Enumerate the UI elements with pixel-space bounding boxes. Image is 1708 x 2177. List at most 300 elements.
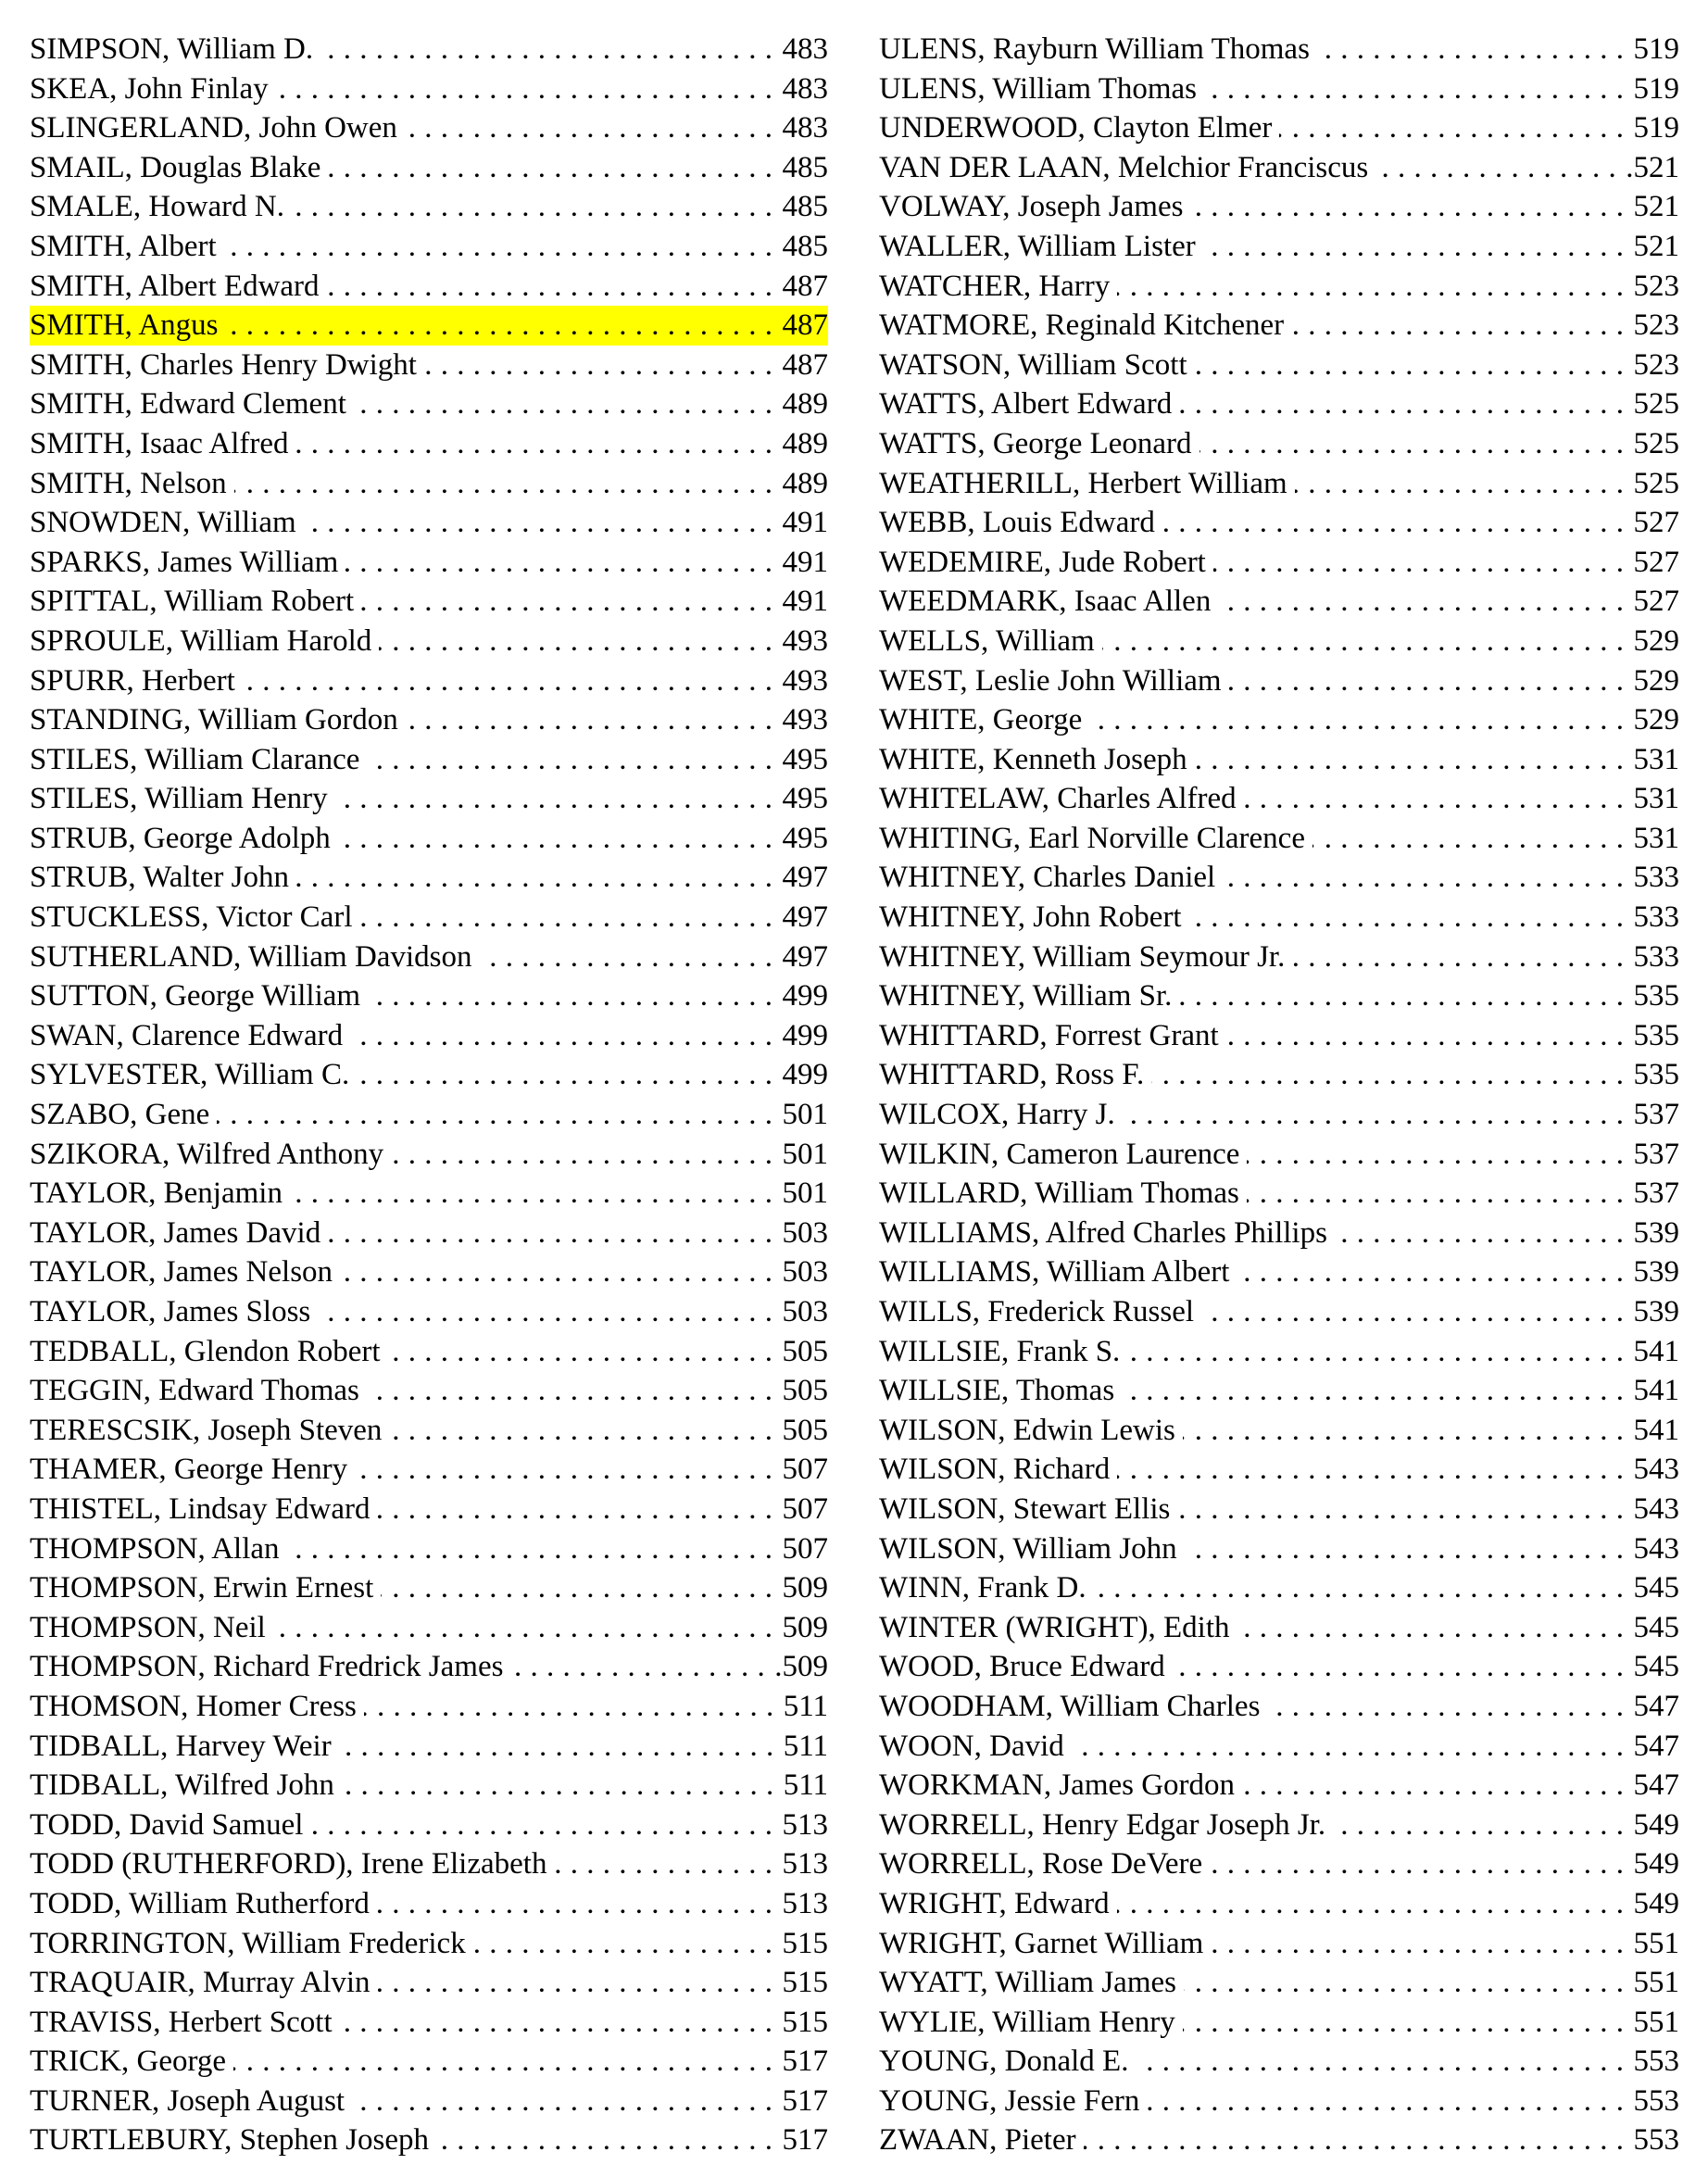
entry-page-number: 525 (1625, 464, 1680, 504)
dot-leader (292, 187, 773, 227)
entry-name: WHITING, Earl Norville Clarence (879, 819, 1312, 859)
entry-page-number: 503 (773, 1252, 829, 1292)
entry-name: WILLARD, William Thomas (879, 1174, 1247, 1214)
entry-name: TERESCSIK, Joseph Steven (30, 1411, 389, 1451)
entry-name: STILES, William Clarance (30, 740, 367, 780)
entry-name: TAYLOR, James Nelson (30, 1252, 340, 1292)
index-entry (30, 1647, 828, 1687)
index-entry (879, 740, 1679, 780)
entry-name: WHITNEY, John Robert (879, 898, 1189, 937)
entry-name: SMALE, Howard N. (30, 187, 292, 227)
entry-name: STANDING, William Gordon (30, 700, 406, 740)
entry-name: WHITE, George (879, 700, 1089, 740)
entry-name: YOUNG, Jessie Fern (879, 2082, 1147, 2121)
dot-leader (1189, 898, 1625, 937)
dot-leader (233, 2042, 772, 2082)
entry-name: WEDEMIRE, Jude Robert (879, 543, 1213, 583)
dot-leader (350, 1016, 772, 1056)
entry-page-number: 519 (1625, 30, 1680, 69)
entry-name: WORKMAN, James Gordon (879, 1766, 1242, 1806)
index-entry (879, 700, 1679, 740)
dot-leader (339, 1727, 774, 1767)
dot-leader (1213, 543, 1625, 583)
entry-name: WHITTARD, Ross F. (879, 1055, 1151, 1095)
entry-page-number: 501 (773, 1135, 829, 1175)
index-entry (30, 1727, 828, 1767)
index-entry (30, 1884, 828, 1924)
dot-leader (1179, 384, 1624, 424)
entry-page-number: 517 (773, 2042, 829, 2082)
dot-leader (1335, 1214, 1625, 1253)
entry-page-number: 483 (773, 69, 829, 109)
entry-name: WILCOX, Harry J. (879, 1095, 1123, 1135)
entry-page-number: 513 (773, 1806, 829, 1845)
entry-name: WYLIE, William Henry (879, 2003, 1183, 2043)
entry-page-number: 539 (1625, 1292, 1680, 1332)
entry-name: SPARKS, James William (30, 543, 345, 583)
entry-name: TRAQUAIR, Murray Alvin (30, 1963, 378, 2003)
dot-leader (554, 1844, 772, 1884)
dot-leader (1072, 1727, 1625, 1767)
index-entry (879, 1095, 1679, 1135)
entry-page-number: 513 (773, 1844, 829, 1884)
index-entry (879, 424, 1679, 464)
entry-page-number: 513 (773, 1884, 829, 1924)
index-entry (30, 976, 828, 1016)
dot-leader (296, 424, 773, 464)
dot-leader (1229, 661, 1625, 701)
entry-page-number: 535 (1625, 1016, 1680, 1056)
entry-page-number: 537 (1625, 1135, 1680, 1175)
entry-page-number: 519 (1625, 69, 1680, 109)
dot-leader (1195, 346, 1625, 385)
dot-leader (226, 306, 773, 346)
dot-leader (318, 1292, 772, 1332)
index-entry (879, 1252, 1679, 1292)
index-entry (879, 267, 1679, 307)
dot-leader (1177, 1490, 1624, 1529)
index-entry (879, 1016, 1679, 1056)
entry-name: THAMER, George Henry (30, 1450, 355, 1490)
entry-name: WINTER (WRIGHT), Edith (879, 1608, 1237, 1648)
dot-leader (1136, 2042, 1624, 2082)
dot-leader (1333, 1806, 1624, 1845)
index-entry (30, 267, 828, 307)
index-entry (30, 582, 828, 622)
index-entry (879, 1647, 1679, 1687)
dot-leader (1084, 2120, 1625, 2160)
entry-name: WILLIAMS, William Albert (879, 1252, 1237, 1292)
index-entry (30, 108, 828, 148)
index-column-left (30, 30, 828, 2160)
index-entry (879, 1371, 1679, 1411)
index-entry (879, 1135, 1679, 1175)
entry-page-number: 541 (1625, 1411, 1680, 1451)
entry-name: SMAIL, Douglas Blake (30, 148, 328, 188)
entry-page-number: 521 (1625, 227, 1680, 267)
dot-leader (328, 148, 772, 188)
entry-name: SMITH, Albert (30, 227, 224, 267)
dot-leader (389, 1411, 772, 1451)
index-entry (30, 187, 828, 227)
entry-page-number: 529 (1625, 700, 1680, 740)
entry-page-number: 519 (1625, 108, 1680, 148)
index-entry (30, 30, 828, 69)
dot-leader (381, 1568, 772, 1608)
index-entry (30, 1450, 828, 1490)
index-entry (30, 69, 828, 109)
entry-page-number: 527 (1625, 582, 1680, 622)
entry-page-number: 547 (1625, 1766, 1680, 1806)
entry-name: SPROULE, William Harold (30, 622, 379, 661)
entry-name: SPURR, Herbert (30, 661, 243, 701)
dot-leader (1127, 1332, 1624, 1372)
entry-page-number: 509 (773, 1568, 829, 1608)
entry-page-number: 537 (1625, 1174, 1680, 1214)
entry-name: STRUB, George Adolph (30, 819, 338, 859)
dot-leader (406, 700, 773, 740)
entry-page-number: 505 (773, 1332, 829, 1372)
entry-page-number: 499 (773, 1055, 829, 1095)
entry-page-number: 545 (1625, 1568, 1680, 1608)
index-entry (879, 148, 1679, 188)
entry-name: WOODHAM, William Charles (879, 1687, 1267, 1727)
dot-leader (368, 976, 772, 1016)
entry-name: WEST, Leslie John William (879, 661, 1229, 701)
entry-name: WILLIAMS, Alfred Charles Phillips (879, 1214, 1335, 1253)
entry-name: WILLSIE, Frank S. (879, 1332, 1127, 1372)
dot-leader (1295, 464, 1625, 504)
index-entry (879, 1529, 1679, 1569)
index-entry (30, 1608, 828, 1648)
entry-name: WILSON, Stewart Ellis (879, 1490, 1177, 1529)
index-entry (879, 2120, 1679, 2160)
dot-leader (391, 1135, 772, 1175)
dot-leader (1211, 1924, 1624, 1964)
index-entry (879, 1608, 1679, 1648)
index-entry (30, 503, 828, 543)
entry-name: TODD (RUTHERFORD), Irene Elizabeth (30, 1844, 554, 1884)
index-entry (879, 384, 1679, 424)
dot-leader (1183, 1411, 1625, 1451)
dot-leader (1317, 30, 1625, 69)
dot-leader (405, 108, 773, 148)
entry-name: SWAN, Clarence Edward (30, 1016, 350, 1056)
dot-leader (1218, 582, 1624, 622)
index-entry (879, 937, 1679, 977)
index-entry (879, 1568, 1679, 1608)
dot-leader (1184, 1963, 1625, 2003)
entry-page-number: 493 (773, 622, 829, 661)
entry-name: WHITTARD, Forrest Grant (879, 1016, 1226, 1056)
index-entry (30, 1292, 828, 1332)
entry-name: TURNER, Joseph August (30, 2082, 352, 2121)
index-entry (879, 1806, 1679, 1845)
entry-name: SYLVESTER, William C. (30, 1055, 357, 1095)
entry-name: STUCKLESS, Victor Carl (30, 898, 360, 937)
dot-leader (354, 384, 773, 424)
entry-name: THOMPSON, Erwin Ernest (30, 1568, 381, 1608)
index-entry (879, 1844, 1679, 1884)
entry-page-number: 503 (773, 1292, 829, 1332)
entry-page-number: 539 (1625, 1214, 1680, 1253)
entry-name: TEDBALL, Glendon Robert (30, 1332, 388, 1372)
entry-page-number: 545 (1625, 1608, 1680, 1648)
entry-page-number: 497 (773, 898, 829, 937)
entry-name: WINN, Frank D. (879, 1568, 1094, 1608)
dot-leader (1102, 622, 1625, 661)
entry-page-number: 543 (1625, 1450, 1680, 1490)
index-entry (30, 740, 828, 780)
entry-page-number: 545 (1625, 1647, 1680, 1687)
index-entry (879, 1490, 1679, 1529)
entry-page-number: 487 (773, 346, 829, 385)
entry-page-number: 523 (1625, 306, 1680, 346)
entry-name: WYATT, William James (879, 1963, 1184, 2003)
index-entry (879, 1292, 1679, 1332)
index-entry (30, 622, 828, 661)
entry-name: TODD, David Samuel (30, 1806, 310, 1845)
entry-page-number: 533 (1625, 898, 1680, 937)
entry-name: ULENS, Rayburn William Thomas (879, 30, 1317, 69)
index-entry (879, 819, 1679, 859)
index-entry (30, 819, 828, 859)
index-entry (879, 1884, 1679, 1924)
entry-name: SMITH, Isaac Alfred (30, 424, 296, 464)
entry-name: TAYLOR, Benjamin (30, 1174, 290, 1214)
index-entry (30, 148, 828, 188)
entry-name: TIDBALL, Wilfred John (30, 1766, 342, 1806)
entry-name: THOMSON, Homer Cress (30, 1687, 364, 1727)
index-entry (879, 543, 1679, 583)
index-entry (30, 1924, 828, 1964)
entry-page-number: .509 (765, 1647, 828, 1687)
index-entry (879, 622, 1679, 661)
index-column-right (879, 30, 1679, 2160)
index-entry (879, 464, 1679, 504)
dot-leader (1210, 1844, 1624, 1884)
entry-page-number: 521 (1625, 187, 1680, 227)
entry-name: SPITTAL, William Robert (30, 582, 361, 622)
entry-page-number: 493 (773, 700, 829, 740)
dot-leader (1195, 740, 1625, 780)
dot-leader (1199, 424, 1625, 464)
entry-page-number: 551 (1625, 2003, 1680, 2043)
index-entry (30, 1095, 828, 1135)
index-entry (30, 1411, 828, 1451)
entry-page-number: 551 (1625, 1963, 1680, 2003)
index-entry (30, 543, 828, 583)
dot-leader (388, 1332, 773, 1372)
dot-leader (1237, 1252, 1624, 1292)
dot-leader (1242, 1766, 1624, 1806)
entry-page-number: 483 (773, 30, 829, 69)
entry-page-number: 507 (773, 1490, 829, 1529)
entry-name: WHITE, Kenneth Joseph (879, 740, 1195, 780)
entry-page-number: 485 (773, 227, 829, 267)
entry-page-number: 547 (1625, 1687, 1680, 1727)
dot-leader (1185, 1529, 1625, 1569)
index-entry (879, 1411, 1679, 1451)
entry-name: WATTS, Albert Edward (879, 384, 1179, 424)
index-entry (30, 1055, 828, 1095)
index-entry (879, 108, 1679, 148)
dot-leader (1247, 1135, 1624, 1175)
index-entry (30, 1963, 828, 2003)
entry-name: SUTTON, George William (30, 976, 368, 1016)
entry-name: WEATHERILL, Herbert William (879, 464, 1295, 504)
dot-leader (1094, 1568, 1625, 1608)
entry-page-number: 515 (773, 2003, 829, 2043)
entry-page-number: 551 (1625, 1924, 1680, 1964)
dot-leader (296, 858, 773, 898)
entry-name: TEGGIN, Edward Thomas (30, 1371, 367, 1411)
index-entry (30, 1371, 828, 1411)
entry-page-number: 511 (774, 1687, 828, 1727)
entry-name: SMITH, Charles Henry Dwight (30, 346, 424, 385)
dot-leader (234, 464, 773, 504)
entry-name: TAYLOR, James Sloss (30, 1292, 318, 1332)
entry-page-number: 535 (1625, 1055, 1680, 1095)
dot-leader (378, 1490, 773, 1529)
index-entry (879, 661, 1679, 701)
entry-page-number: 515 (773, 1924, 829, 1964)
entry-page-number: 491 (773, 503, 829, 543)
index-entry (30, 1568, 828, 1608)
dot-leader (1204, 69, 1624, 109)
entry-page-number: 547 (1625, 1727, 1680, 1767)
entry-name: WEEDMARK, Isaac Allen (879, 582, 1218, 622)
entry-page-number: 529 (1625, 622, 1680, 661)
index-entry (879, 1766, 1679, 1806)
entry-page-number: 533 (1625, 937, 1680, 977)
entry-page-number: 507 (773, 1450, 829, 1490)
index-entry (30, 858, 828, 898)
entry-name: THISTEL, Lindsay Edward (30, 1490, 378, 1529)
entry-page-number: .521 (1616, 148, 1679, 188)
dot-leader (1190, 187, 1624, 227)
index-entry (30, 1844, 828, 1884)
dot-leader (1312, 819, 1625, 859)
entry-name: UNDERWOOD, Clayton Elmer (879, 108, 1279, 148)
index-entry (30, 1252, 828, 1292)
entry-page-number: 525 (1625, 384, 1680, 424)
dot-leader (1279, 108, 1624, 148)
entry-name: WOON, David (879, 1727, 1072, 1767)
dot-leader (1244, 779, 1625, 819)
entry-page-number: 495 (773, 779, 829, 819)
dot-leader (1123, 1095, 1625, 1135)
entry-page-number: 537 (1625, 1095, 1680, 1135)
entry-name: SNOWDEN, William (30, 503, 304, 543)
index-entry (30, 464, 828, 504)
dot-leader (290, 1174, 773, 1214)
entry-name: SMITH, Edward Clement (30, 384, 354, 424)
dot-leader (243, 661, 773, 701)
dot-leader (1147, 2082, 1624, 2121)
entry-name: TURTLEBURY, Stephen Joseph (30, 2120, 436, 2160)
entry-page-number: 543 (1625, 1490, 1680, 1529)
entry-page-number: 515 (773, 1963, 829, 2003)
entry-page-number: 501 (773, 1174, 829, 1214)
entry-page-number: 523 (1625, 267, 1680, 307)
entry-page-number: 495 (773, 819, 829, 859)
dot-leader (1117, 267, 1624, 307)
dot-leader (377, 1884, 773, 1924)
entry-page-number: 527 (1625, 543, 1680, 583)
entry-name: STILES, William Henry (30, 779, 335, 819)
dot-leader (1162, 503, 1625, 543)
entry-page-number: 541 (1625, 1332, 1680, 1372)
index-entry (879, 1055, 1679, 1095)
entry-page-number: 549 (1625, 1844, 1680, 1884)
dot-leader (1237, 1608, 1625, 1648)
index-entry (879, 306, 1679, 346)
entry-name: YOUNG, Donald E. (879, 2042, 1136, 2082)
dot-leader (224, 227, 773, 267)
entry-page-number: 489 (773, 384, 829, 424)
entry-page-number: 525 (1625, 424, 1680, 464)
entry-name: WILLS, Frederick Russel (879, 1292, 1201, 1332)
index-entry (30, 1135, 828, 1175)
index-entry (30, 1174, 828, 1214)
entry-name: THOMPSON, Richard Fredrick James (30, 1647, 510, 1687)
entry-name: WILSON, William John (879, 1529, 1185, 1569)
entry-name: WHITNEY, William Sr. (879, 976, 1179, 1016)
index-entry (879, 898, 1679, 937)
entry-page-number: 517 (773, 2082, 829, 2121)
dot-leader (1203, 227, 1625, 267)
entry-name: WALLER, William Lister (879, 227, 1203, 267)
entry-name: WILSON, Edwin Lewis (879, 1411, 1183, 1451)
index-entry (30, 227, 828, 267)
dot-leader (367, 1371, 773, 1411)
entry-page-number: 509 (773, 1608, 829, 1648)
entry-page-number: 511 (774, 1766, 828, 1806)
entry-page-number: 501 (773, 1095, 829, 1135)
entry-page-number: 523 (1625, 346, 1680, 385)
entry-page-number: 493 (773, 661, 829, 701)
dot-leader (355, 1450, 772, 1490)
index-entry (879, 1214, 1679, 1253)
index-entry (30, 1016, 828, 1056)
dot-leader (1292, 937, 1624, 977)
dot-leader (340, 1252, 772, 1292)
entry-page-number: 491 (773, 582, 829, 622)
entry-name: WRIGHT, Garnet William (879, 1924, 1211, 1964)
entry-page-number: 487 (773, 267, 829, 307)
dot-leader (310, 1806, 772, 1845)
entry-page-number: 531 (1625, 740, 1680, 780)
dot-leader (342, 1766, 774, 1806)
index-entry (879, 1450, 1679, 1490)
entry-page-number: 483 (773, 108, 829, 148)
dot-leader (479, 937, 772, 977)
index-entry (879, 582, 1679, 622)
index-entry (879, 1963, 1679, 2003)
entry-name: WOOD, Bruce Edward (879, 1647, 1173, 1687)
index-entry (30, 424, 828, 464)
entry-name: SLINGERLAND, John Owen (30, 108, 405, 148)
dot-leader (360, 898, 773, 937)
entry-page-number: 543 (1625, 1529, 1680, 1569)
dot-leader (340, 2003, 773, 2043)
entry-name: ULENS, William Thomas (879, 69, 1204, 109)
entry-page-number: 533 (1625, 858, 1680, 898)
entry-page-number: 495 (773, 740, 829, 780)
entry-page-number: 505 (773, 1411, 829, 1451)
entry-name: SUTHERLAND, William Davidson (30, 937, 479, 977)
